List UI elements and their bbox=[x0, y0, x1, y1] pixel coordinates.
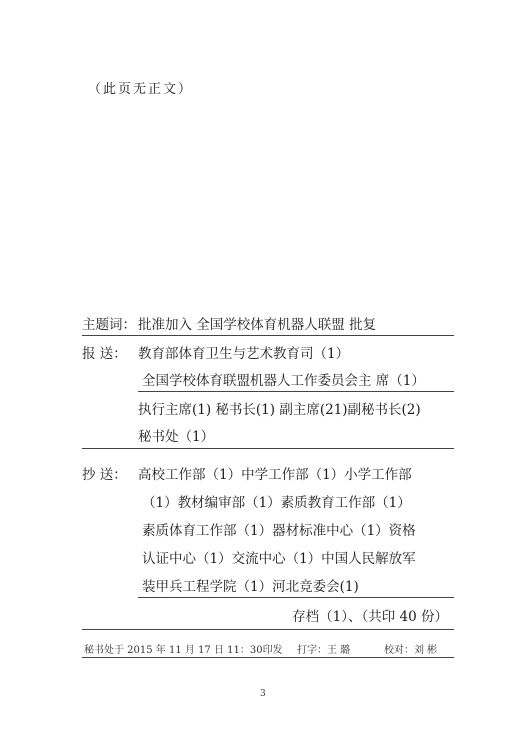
rule-below-footer bbox=[82, 657, 454, 658]
subject-value: 批准加入 全国学校体育机器人联盟 批复 bbox=[138, 317, 377, 333]
rule-below-report-to bbox=[82, 448, 454, 449]
report-to-line: 全国学校体育联盟机器人工作委员会主 席（1） bbox=[142, 373, 425, 389]
rule-below-copy-to bbox=[138, 597, 454, 598]
subject-line bbox=[82, 313, 376, 333]
copy-to-line: 认证中心（1）交流中心（1）中国人民解放军 bbox=[142, 551, 416, 567]
report-to-line: 执行主席(1) 秘书长(1) 副主席(21)副秘书长(2) bbox=[138, 402, 421, 418]
archive-count: 存档（1）、（共印 40 份） bbox=[292, 609, 448, 625]
rule-below-subject bbox=[82, 335, 454, 336]
copy-to-line: （1）教材编审部（1）素质教育工作部（1） bbox=[142, 495, 411, 511]
proofreader: 校对：刘 彬 bbox=[384, 645, 438, 656]
report-to-line: 秘书处（1） bbox=[138, 429, 215, 445]
no-body-note: （此页无正文） bbox=[88, 82, 194, 97]
subject-label: 主题词： bbox=[82, 317, 136, 333]
rule-above-footer bbox=[82, 629, 454, 630]
report-to-line: 教育部体育卫生与艺术教育司（1） bbox=[138, 346, 350, 362]
copy-to-label: 抄 送： bbox=[82, 467, 127, 483]
issue-date: 秘书处于 2015 年 11 月 17 日 11：30印发 bbox=[84, 645, 283, 656]
rule-report-to-1 bbox=[138, 391, 454, 392]
page-number: 3 bbox=[260, 689, 266, 699]
copy-to-line: 素质体育工作部（1）器材标准中心（1）资格 bbox=[142, 523, 416, 539]
copy-to-line: 高校工作部（1）中学工作部（1）小学工作部 bbox=[138, 467, 412, 483]
report-to-label: 报 送： bbox=[82, 346, 127, 362]
copy-to-line: 装甲兵工程学院（1）河北竞委会(1) bbox=[142, 579, 359, 595]
typist: 打字：王 璐 bbox=[297, 645, 351, 656]
